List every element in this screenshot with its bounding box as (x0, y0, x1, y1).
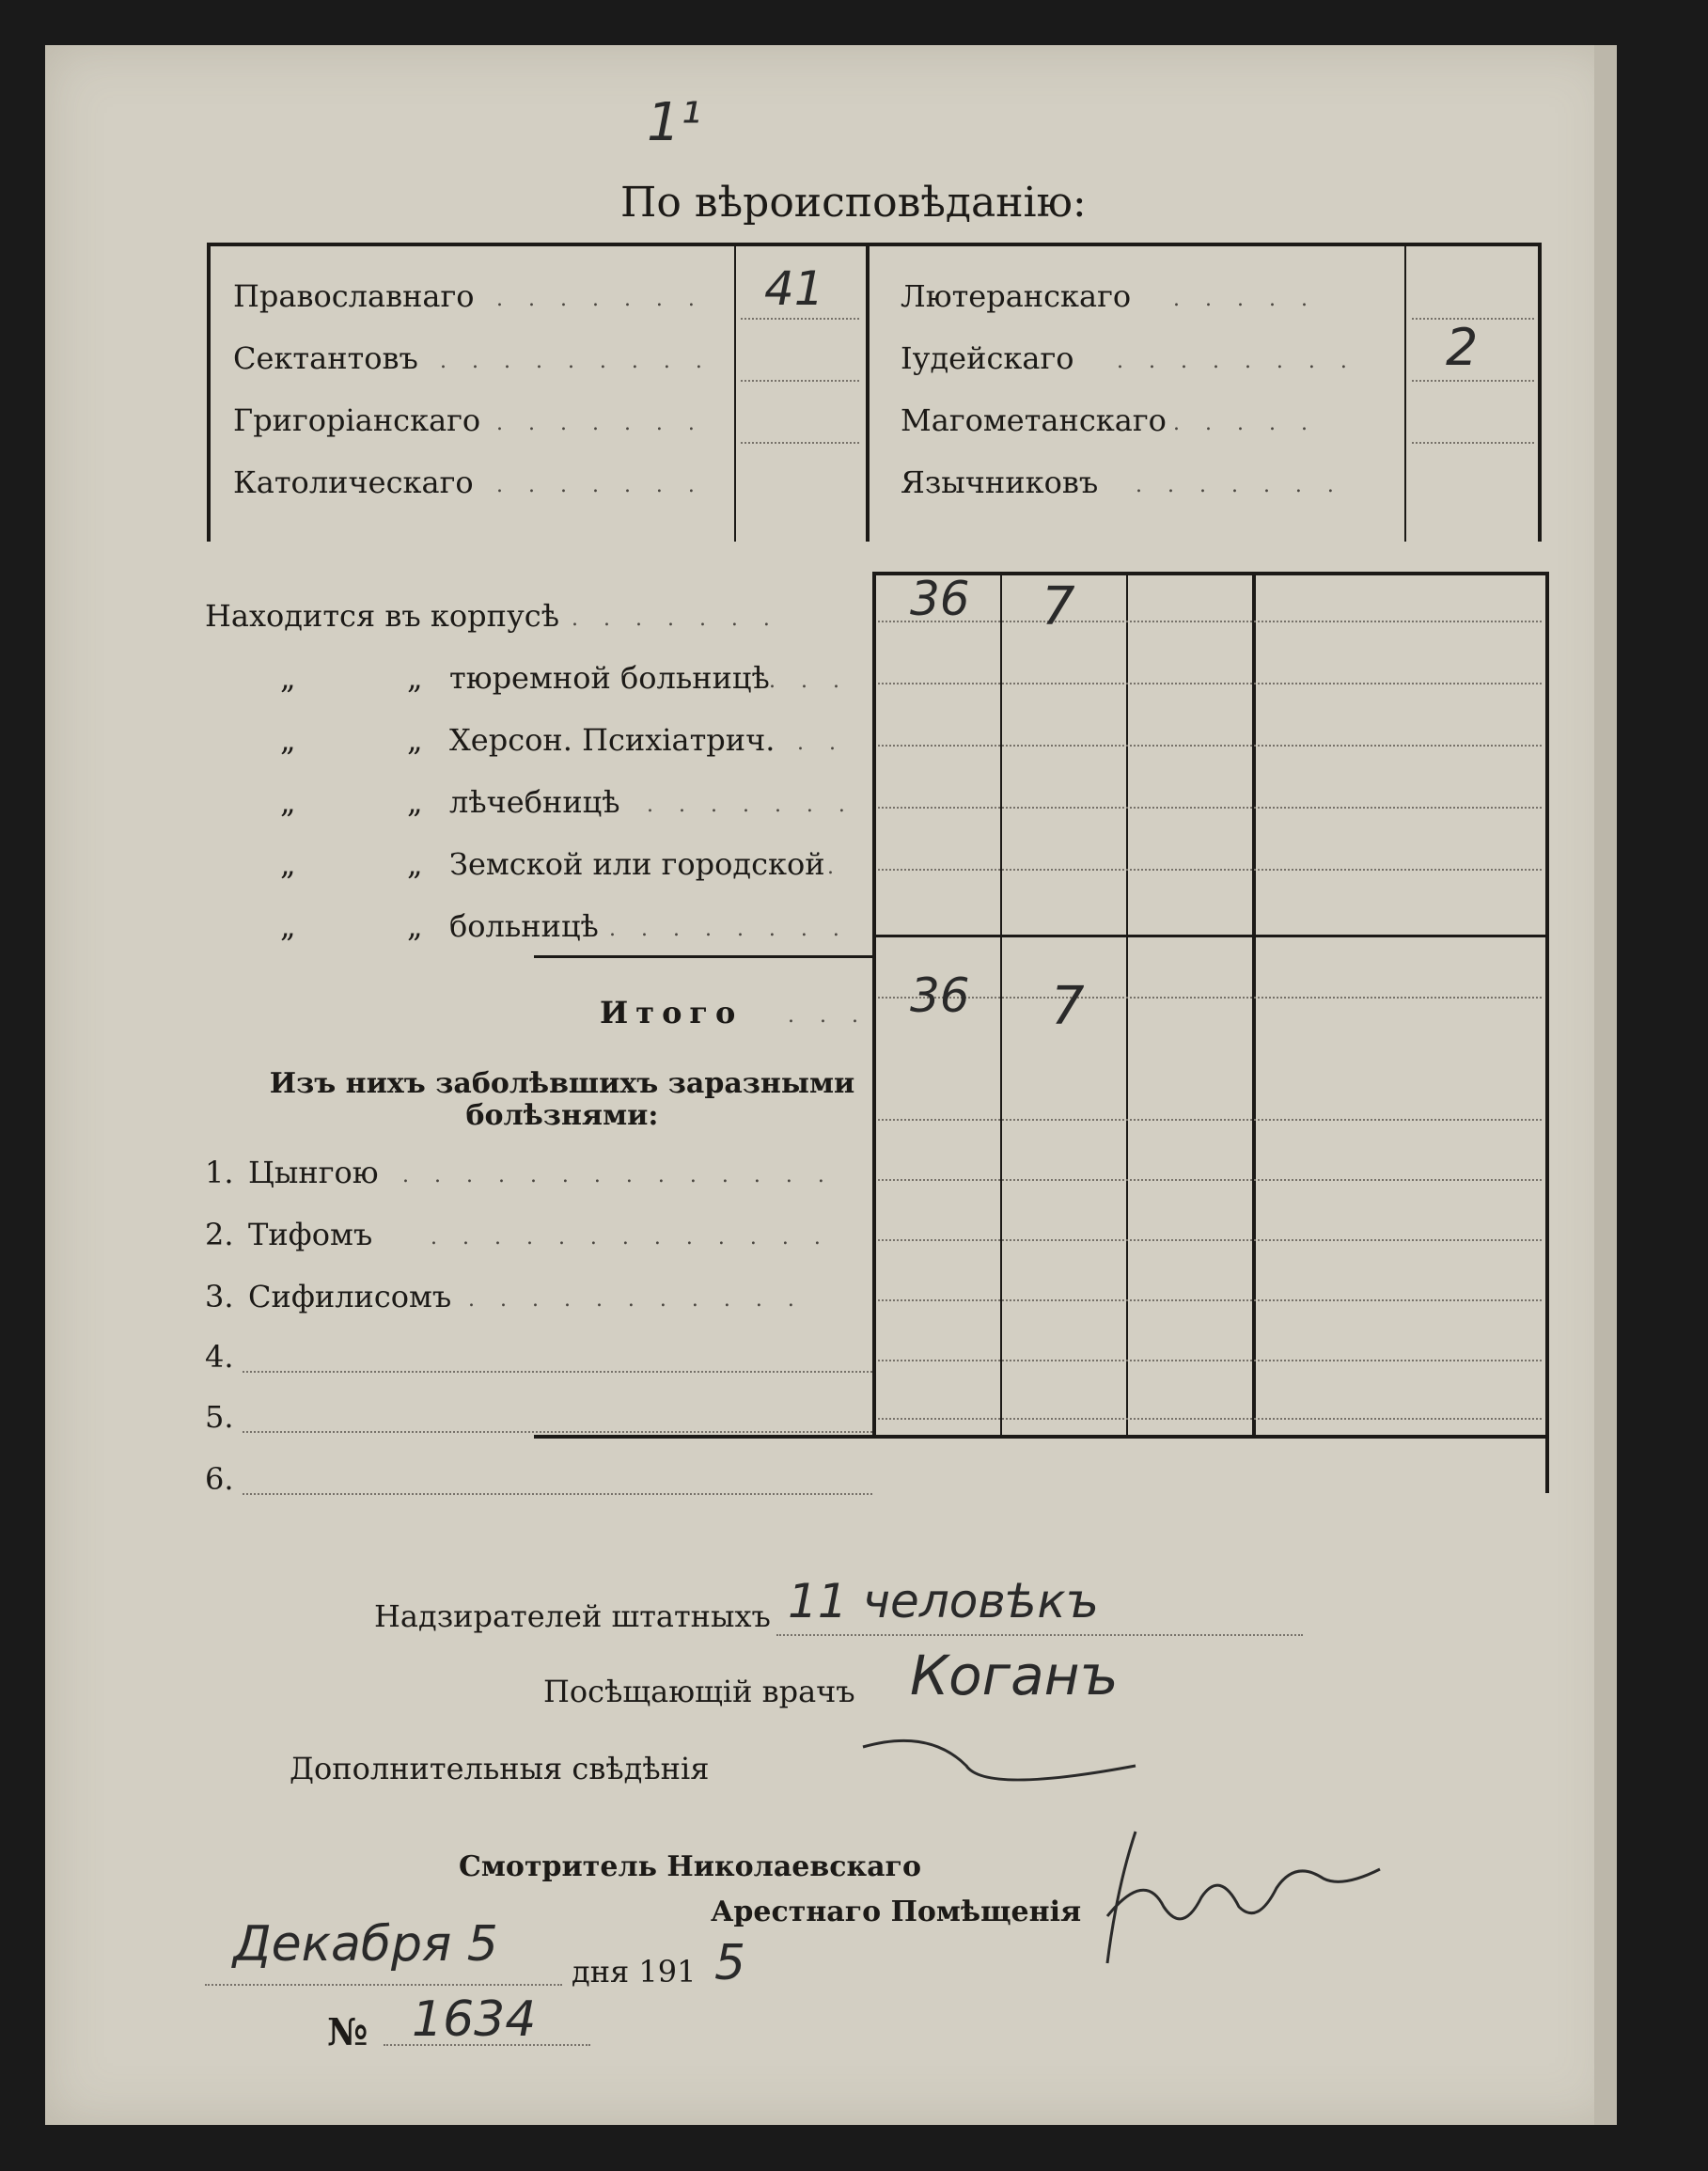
location-label-prison-hospital: тюремной больницѣ (449, 660, 770, 696)
stats-row-line (878, 1418, 1542, 1420)
location-underline (534, 955, 872, 958)
disease-num: 2. (205, 1217, 234, 1252)
disease-num: 4. (205, 1339, 234, 1375)
stats-row-line (878, 683, 1542, 684)
disease-blank-line (243, 1371, 872, 1373)
signer-line2: Арестнаго Помѣщенія (711, 1896, 1082, 1928)
religion-value-line (741, 442, 859, 444)
row-dots: . . . . . . . (647, 794, 854, 817)
religion-dots: . . . . . . . (496, 288, 704, 311)
religion-label-muslim: Магометанскаго (901, 402, 1167, 438)
number-value: 1634 (412, 1991, 537, 2048)
religion-label-orthodox: Православнаго (233, 278, 475, 314)
religion-value-line (1412, 380, 1534, 382)
disease-num: 1. (205, 1155, 234, 1190)
religion-table-left-border (207, 243, 211, 542)
row-dots: . . . . . . . . . . . . . . (402, 1164, 834, 1188)
page-annotation: 1¹ (647, 92, 702, 153)
stats-row-line (878, 745, 1542, 747)
row-dots: . . . . . . . . . . . . . (431, 1226, 830, 1250)
religion-table-right-border (1538, 243, 1542, 542)
row-dots: . . . . . . . (572, 607, 779, 631)
disease-label-scurvy: Цынгою (248, 1155, 379, 1190)
location-label-corps: Находится въ корпусѣ (205, 598, 559, 634)
stats-row-line (878, 621, 1542, 622)
stats-table-top-border (872, 572, 1549, 575)
page-title: По вѣроисповѣданію: (620, 179, 1087, 227)
row-dots: . . . (769, 669, 849, 693)
religion-dots: . . . . . . . . (1117, 350, 1356, 373)
religion-dots: . . . . . (1173, 288, 1317, 311)
stats-table-col-divider (1126, 572, 1128, 1437)
stats-row-line (878, 1360, 1542, 1361)
date-line (205, 1984, 562, 1986)
location-label-hospital: больницѣ (449, 908, 599, 944)
warders-label: Надзирателей штатныхъ (374, 1598, 771, 1634)
total-col2: 7 (1051, 976, 1085, 1037)
disease-label-typhus: Тифомъ (248, 1217, 373, 1252)
total-label: Итого (600, 995, 744, 1030)
disease-num: 6. (205, 1461, 234, 1497)
ditto-mark: „ (280, 846, 296, 882)
row-dots: . . . . . . . . . . . (468, 1288, 804, 1312)
ditto-mark: „ (407, 660, 423, 696)
ditto-mark: „ (407, 722, 423, 758)
warders-line (776, 1634, 1303, 1636)
stats-table-group-divider (1252, 572, 1256, 1437)
stats-table-right-border (1545, 572, 1549, 1493)
ditto-mark: „ (407, 784, 423, 820)
disease-num: 5. (205, 1399, 234, 1435)
religion-table-mid-border (866, 243, 870, 542)
religion-table-value-divider (734, 243, 736, 542)
religion-label-catholic: Католическаго (233, 464, 474, 500)
location-corps-col1: 36 (910, 572, 970, 626)
document-page (45, 45, 1617, 2125)
stats-table-bottom-rule (534, 1435, 1549, 1439)
row-dots: . . . . . . . . (609, 918, 849, 941)
location-label-kherson-psychiatric: Херсон. Психіатрич. (449, 722, 776, 758)
religion-dots: . . . . . . . . . (440, 350, 712, 373)
page-fold (1594, 45, 1617, 2125)
location-label-zemstvo: Земской или городской (449, 846, 825, 882)
religion-label-pagan: Язычниковъ (901, 464, 1099, 500)
religion-dots: . . . . . . . (496, 474, 704, 497)
location-label-clinic: лѣчебницѣ (449, 784, 620, 820)
stats-row-line (878, 997, 1542, 999)
additional-label: Дополнительныя свѣдѣнія (290, 1751, 710, 1786)
religion-label-lutheran: Лютеранскаго (901, 278, 1132, 314)
warders-value: 11 человѣкъ (788, 1574, 1099, 1628)
religion-value-orthodox: 41 (764, 261, 824, 316)
disease-num: 3. (205, 1279, 234, 1314)
religion-label-sectarians: Сектантовъ (233, 340, 418, 376)
total-col1: 36 (910, 968, 970, 1023)
stats-row-line (878, 807, 1542, 809)
religion-label-judaic: Іудейскаго (901, 340, 1074, 376)
number-symbol: № (327, 2010, 368, 2054)
stats-table-left-border (872, 572, 876, 1437)
religion-value-line (741, 380, 859, 382)
additional-dash-mark (854, 1728, 1154, 1803)
ditto-mark: „ (280, 784, 296, 820)
stats-row-line (878, 869, 1542, 871)
date-label: дня 191 (572, 1954, 697, 1990)
stats-table-col-divider (1000, 572, 1002, 1437)
religion-value-line (1412, 442, 1534, 444)
signature (1079, 1813, 1399, 1982)
row-dots: . . . (788, 1004, 868, 1028)
stats-row-line (878, 1119, 1542, 1121)
religion-table-value-divider-right (1404, 243, 1406, 542)
year-digit: 5 (714, 1935, 746, 1991)
religion-dots: . . . . . . . (1136, 474, 1343, 497)
signer-line1: Смотритель Николаевскаго (459, 1850, 921, 1883)
religion-label-gregorian: Григоріанскаго (233, 402, 481, 438)
disease-blank-line (243, 1431, 872, 1433)
ditto-mark: „ (407, 846, 423, 882)
ditto-mark: „ (280, 908, 296, 944)
religion-table-top-border (207, 243, 1542, 246)
diseases-header: Изъ нихъ заболѣвшихъ заразными болѣзнями: (269, 1067, 855, 1132)
location-corps-col2: 7 (1042, 576, 1075, 637)
row-dots: . . (797, 732, 845, 755)
doctor-value: Коганъ (910, 1644, 1119, 1707)
disease-blank-line (243, 1493, 872, 1495)
ditto-mark: „ (407, 908, 423, 944)
date-handwritten: Декабря 5 (233, 1916, 498, 1973)
stats-table-subtotal-rule (872, 935, 1549, 937)
stats-row-line (878, 1239, 1542, 1241)
ditto-mark: „ (280, 722, 296, 758)
religion-dots: . . . . . . . (496, 412, 704, 435)
stats-row-line (878, 1299, 1542, 1301)
ditto-mark: „ (280, 660, 296, 696)
row-dots: . (827, 856, 843, 879)
religion-value-judaic: 2 (1446, 318, 1479, 377)
stats-row-line (878, 1179, 1542, 1181)
religion-dots: . . . . . (1173, 412, 1317, 435)
religion-value-line (741, 318, 859, 320)
disease-label-syphilis: Сифилисомъ (248, 1279, 452, 1314)
doctor-label: Посѣщающій врачъ (543, 1674, 855, 1709)
